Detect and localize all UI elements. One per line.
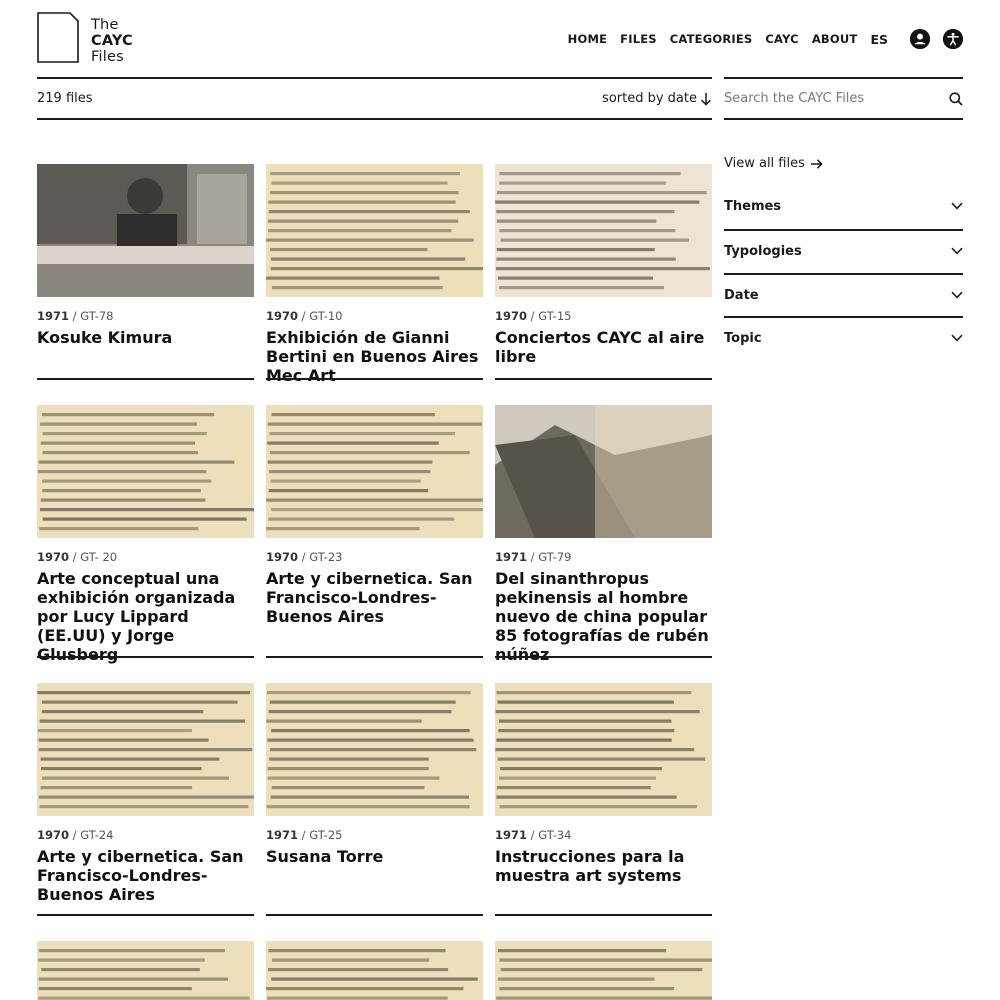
main-nav xyxy=(568,26,963,52)
logo-mark-icon xyxy=(37,12,79,63)
file-meta xyxy=(37,550,254,564)
file-title[interactable]: Kosuke Kimura xyxy=(37,328,173,347)
file-count: 219 files xyxy=(37,91,93,106)
file-card[interactable] xyxy=(37,683,254,904)
file-code: / GT-78 xyxy=(69,309,114,323)
card-divider xyxy=(495,656,712,658)
file-year: 1970 xyxy=(37,828,70,842)
thumbnail-art xyxy=(266,941,483,1000)
arrow-down-icon xyxy=(700,92,712,106)
nav-about[interactable]: ABOUT xyxy=(811,32,858,46)
file-title[interactable]: Arte y cibernetica. San Francisco-Londres-Buenos Aires xyxy=(266,569,473,626)
file-card[interactable] xyxy=(266,164,483,385)
view-all-files-link[interactable] xyxy=(724,156,823,171)
file-card[interactable] xyxy=(495,683,712,885)
card-divider xyxy=(37,914,254,916)
file-title[interactable]: Instrucciones para la muestra art systems xyxy=(495,847,685,885)
thumbnail-art xyxy=(495,683,712,816)
file-year: 1970 xyxy=(266,550,299,564)
file-thumbnail[interactable] xyxy=(266,683,483,816)
file-thumbnail[interactable] xyxy=(266,405,483,538)
file-year: 1971 xyxy=(266,828,299,842)
chevron-down-icon xyxy=(951,247,963,255)
file-card[interactable] xyxy=(37,405,254,664)
chevron-down-icon xyxy=(951,334,963,342)
thumbnail-art xyxy=(495,405,712,538)
file-title[interactable]: Arte conceptual una exhibición organizada por Lucy Lippard (EE.UU) y Jorge Glusberg xyxy=(37,569,236,664)
chevron-down-icon xyxy=(951,202,963,210)
filter-topic[interactable] xyxy=(724,316,963,360)
logo-line3: Files xyxy=(91,49,124,65)
filter-label: Topic xyxy=(724,330,762,346)
card-divider xyxy=(266,914,483,916)
filter-themes[interactable] xyxy=(724,184,963,228)
file-title[interactable]: Susana Torre xyxy=(266,847,384,866)
thumbnail-art xyxy=(266,405,483,538)
filter-typologies[interactable] xyxy=(724,229,963,273)
file-code: / GT- 20 xyxy=(69,550,118,564)
search-icon[interactable] xyxy=(949,92,963,106)
filter-label: Themes xyxy=(724,198,782,214)
file-code: / GT-23 xyxy=(298,550,343,564)
card-divider xyxy=(37,656,254,658)
file-thumbnail[interactable] xyxy=(37,405,254,538)
accessibility-icon[interactable] xyxy=(943,29,963,49)
filter-label: Typologies xyxy=(724,243,802,259)
file-card[interactable] xyxy=(266,405,483,626)
file-year: 1971 xyxy=(37,309,70,323)
sort-label: sorted by date xyxy=(602,91,697,106)
file-code: / GT-34 xyxy=(527,828,572,842)
file-thumbnail[interactable] xyxy=(266,941,483,1000)
file-card[interactable] xyxy=(37,941,254,1000)
filter-date[interactable] xyxy=(724,273,963,317)
arrow-right-icon xyxy=(810,158,823,170)
file-meta xyxy=(266,550,483,564)
file-meta xyxy=(495,828,712,842)
file-meta xyxy=(495,550,712,564)
thumbnail-art xyxy=(495,164,712,297)
file-meta xyxy=(266,309,483,323)
file-thumbnail[interactable] xyxy=(37,683,254,816)
file-card[interactable] xyxy=(495,941,712,1000)
file-title[interactable]: Del sinanthropus pekinensis al hombre nuevo de china popular 85 fotografías de rubén núñez xyxy=(495,569,709,664)
file-thumbnail[interactable] xyxy=(37,164,254,297)
file-meta xyxy=(495,309,712,323)
logo-line2: CAYC xyxy=(91,33,133,49)
file-card[interactable] xyxy=(37,164,254,347)
thumbnail-art xyxy=(266,683,483,816)
file-year: 1970 xyxy=(495,309,528,323)
file-code: / GT-79 xyxy=(527,550,572,564)
nav-categories[interactable]: CATEGORIES xyxy=(669,32,753,46)
file-code: / GT-15 xyxy=(527,309,572,323)
file-thumbnail[interactable] xyxy=(266,164,483,297)
thumbnail-art xyxy=(37,683,254,816)
chevron-down-icon xyxy=(951,291,963,299)
card-divider xyxy=(495,378,712,380)
file-card[interactable] xyxy=(495,164,712,366)
file-thumbnail[interactable] xyxy=(495,683,712,816)
file-year: 1970 xyxy=(266,309,299,323)
file-title[interactable]: Arte y cibernetica. San Francisco-Londres-Buenos Aires xyxy=(37,847,244,904)
sort-control[interactable] xyxy=(602,91,712,106)
nav-cayc[interactable]: CAYC xyxy=(765,32,799,46)
file-meta xyxy=(37,828,254,842)
file-year: 1970 xyxy=(37,550,70,564)
search-bar xyxy=(724,77,963,120)
file-card[interactable] xyxy=(266,683,483,866)
file-title[interactable]: Conciertos CAYC al aire libre xyxy=(495,328,705,366)
thumbnail-art xyxy=(37,405,254,538)
nav-files[interactable]: FILES xyxy=(620,32,657,46)
file-code: / GT-24 xyxy=(69,828,114,842)
language-toggle[interactable]: ES xyxy=(870,31,888,47)
logo-line1: The xyxy=(91,17,119,33)
file-meta xyxy=(37,309,254,323)
file-thumbnail[interactable] xyxy=(495,405,712,538)
site-logo[interactable] xyxy=(37,12,157,64)
view-all-label: View all files xyxy=(724,156,805,171)
file-card[interactable] xyxy=(266,941,483,1000)
file-year: 1971 xyxy=(495,828,528,842)
file-code: / GT-10 xyxy=(298,309,343,323)
logo-text xyxy=(91,17,133,64)
file-meta xyxy=(266,828,483,842)
thumbnail-art xyxy=(266,164,483,297)
thumbnail-art xyxy=(37,941,254,1000)
filter-label: Date xyxy=(724,287,759,303)
file-title[interactable]: Exhibición de Gianni Bertini en Buenos Aires Mec Art xyxy=(266,328,479,385)
file-thumbnail[interactable] xyxy=(495,164,712,297)
user-icon[interactable] xyxy=(910,29,930,49)
nav-home[interactable]: HOME xyxy=(567,32,608,46)
card-divider xyxy=(266,378,483,380)
thumbnail-art xyxy=(37,164,254,297)
card-divider xyxy=(37,378,254,380)
file-thumbnail[interactable] xyxy=(37,941,254,1000)
file-card[interactable] xyxy=(495,405,712,664)
card-divider xyxy=(495,914,712,916)
file-year: 1971 xyxy=(495,550,528,564)
search-input[interactable] xyxy=(724,91,924,106)
file-thumbnail[interactable] xyxy=(495,941,712,1000)
thumbnail-art xyxy=(495,941,712,1000)
file-code: / GT-25 xyxy=(298,828,343,842)
card-divider xyxy=(266,656,483,658)
results-toolbar xyxy=(37,77,712,120)
